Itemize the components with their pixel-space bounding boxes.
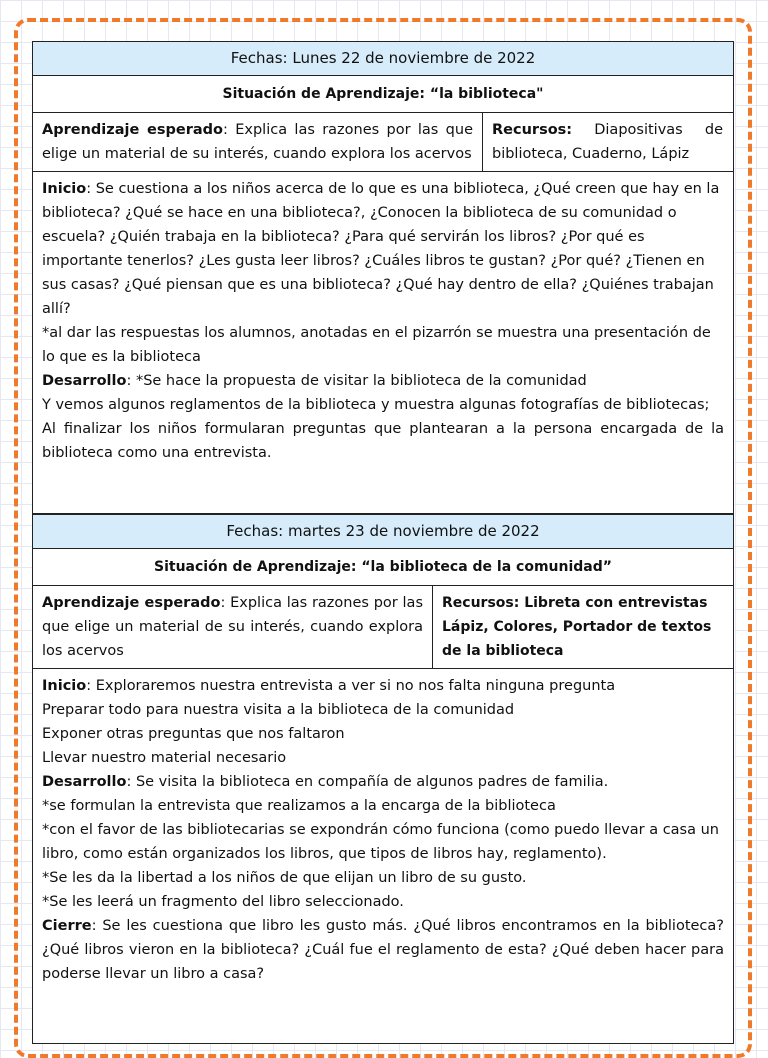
plan1-aprendizaje-cell: [33, 113, 483, 171]
plan2-desarrollo-line: *Se les da la libertad a los niños de que elijan un libro de su gusto.: [42, 870, 527, 886]
plan1-situacion-label: Situación de Aprendizaje: [222, 86, 420, 102]
plan2-desarrollo-line: *con el favor de las bibliotecarias se expondrán cómo funciona (como puedo llevar a casa un libro, como están organizados los libros, que tipos de libros hay, reglamento).: [42, 822, 719, 862]
plan2-aprendizaje-cell: [33, 586, 433, 668]
lesson-plan-2: [32, 514, 734, 1044]
plan2-desarrollo-line: *se formulan la entrevista que realizamos a la encarga de la biblioteca: [42, 798, 556, 814]
plan2-recursos-line2: Lápiz, Colores, Portador de textos de la biblioteca: [442, 619, 712, 659]
plan2-inicio-line: Llevar nuestro material necesario: [42, 750, 287, 766]
plan2-situacion-label: Situación de Aprendizaje: [154, 559, 351, 575]
plan1-inicio-text: : Se cuestiona a los niños acerca de lo que es una biblioteca, ¿Qué creen que hay en la biblioteca? ¿Qué se hace en una biblioteca?, ¿Conocen la biblioteca de su comunidad o escuela? ¿Quién trabaja en la biblioteca? ¿Para qué servirán los libros? ¿Por qué es importante tenerlos? ¿Les gusta leer libros? ¿Cuáles libros te gustan? ¿Por qué? ¿Tienen en sus casas? ¿Qué piensan que es una biblioteca? ¿Qué hay dentro de ella? ¿Quiénes trabajan allí?: [42, 181, 720, 317]
plan1-desarrollo-label: Desarrollo: [42, 373, 127, 389]
plan1-secuencia: [33, 172, 733, 470]
plan2-inicio-text: : Exploraremos nuestra entrevista a ver si no nos falta ninguna pregunta: [86, 678, 616, 694]
plan1-recursos-label: Recursos:: [492, 122, 573, 138]
plan2-aprendizaje-text: : Explica las razones por las que elige un material de su interés, cuando explora los acervos: [42, 595, 423, 659]
plan1-aprendizaje-text: : Explica las razones por las que elige un material de su interés, cuando explora los acervos: [42, 122, 473, 162]
plan2-inicio-label: Inicio: [42, 678, 87, 694]
plan1-desarrollo-line3: Al finalizar los niños formularan preguntas que plantearan a la persona encargada de la biblioteca como una entrevista.: [42, 421, 724, 461]
plan1-aprendizaje-recursos: [33, 113, 733, 172]
plan2-inicio-line: Preparar todo para nuestra visita a la biblioteca de la comunidad: [42, 702, 515, 718]
plan2-recursos-label: Recursos:: [442, 595, 520, 611]
plan2-situacion-value: : “la biblioteca de la comunidad”: [350, 559, 612, 575]
plan1-recursos-cell: [483, 113, 732, 171]
plan2-cierre-text: : Se les cuestiona que libro les gusto más. ¿Qué libros encontramos en la biblioteca? ¿Qué libros vieron en la biblioteca? ¿Cuál fue el reglamento de esta? ¿Qué deben hacer para poderse llevar un libro a casa?: [42, 918, 724, 982]
plan1-recursos-text: Diapositivas de biblioteca, Cuaderno, Lápiz: [492, 122, 723, 162]
plan1-desarrollo-line2: Y vemos algunos reglamentos de la biblioteca y muestra algunas fotografías de bibliotecas;: [42, 397, 710, 413]
plan2-desarrollo-text: : Se visita la biblioteca en compañía de algunos padres de familia.: [126, 774, 609, 790]
plan2-cierre-label: Cierre: [42, 918, 92, 934]
plan2-inicio-line: Exponer otras preguntas que nos faltaron: [42, 726, 345, 742]
plan2-situacion: [33, 549, 733, 586]
plan2-aprendizaje-label: Aprendizaje esperado: [42, 595, 221, 611]
plan2-desarrollo-line: *Se les leerá un fragmento del libro seleccionado.: [42, 894, 404, 910]
plan1-situacion-value: : “la biblioteca": [419, 86, 544, 102]
plan1-inicio-label: Inicio: [42, 181, 87, 197]
plan2-recursos-line1: Libreta con entrevistas: [519, 595, 708, 611]
plan1-aprendizaje-label: Aprendizaje esperado: [42, 122, 224, 138]
plan1-desarrollo-text: : *Se hace la propuesta de visitar la biblioteca de la comunidad: [126, 373, 587, 389]
plan2-aprendizaje-recursos: [33, 586, 733, 669]
plan2-desarrollo-label: Desarrollo: [42, 774, 127, 790]
plan2-secuencia: [33, 669, 733, 991]
plan1-situacion: [33, 76, 733, 113]
plan1-date: Fechas: Lunes 22 de noviembre de 2022: [33, 42, 733, 76]
plan2-recursos-cell: [433, 586, 732, 668]
plan2-date: Fechas: martes 23 de noviembre de 2022: [33, 515, 733, 549]
plan1-nota: *al dar las respuestas los alumnos, anotadas en el pizarrón se muestra una presentación de lo que es la biblioteca: [42, 325, 711, 365]
lesson-plan-1: [32, 41, 734, 514]
